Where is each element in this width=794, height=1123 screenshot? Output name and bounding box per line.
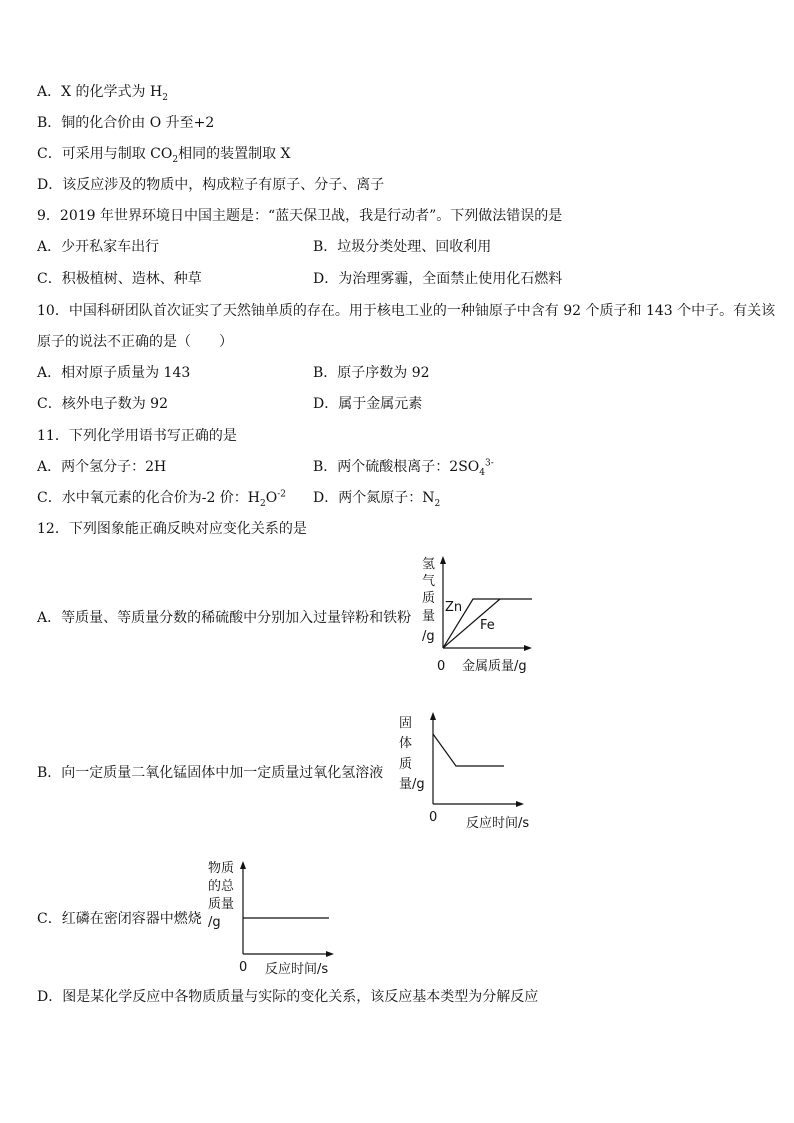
graph-b-x-arrow: [516, 801, 524, 807]
graph-a-y-label-3: 质: [422, 591, 436, 606]
graph-a-fe-label: Fe: [480, 618, 495, 633]
q10-stem-line2: 原子的说法不正确的是（ ）: [37, 334, 233, 350]
graph-c-y-label-3: 质量: [208, 897, 235, 912]
graph-a-y-arrow: [440, 556, 446, 564]
graph-a-y-label-4: 量: [422, 609, 436, 624]
q9-stem: 9．2019 年世界环境日中国主题是：“蓝天保卫战，我是行动者”。下列做法错误的是: [37, 208, 563, 224]
graph-b-origin: 0: [429, 810, 438, 825]
graph-c-y-label-1: 物质: [208, 861, 235, 876]
q12-option-c: C．红磷在密闭容器中燃烧: [37, 911, 202, 927]
graph-c-x-label: 反应时间/s: [265, 962, 329, 977]
graph-b-y-label-4: 量/g: [399, 777, 425, 792]
q10-stem-line1: 10．中国科研团队首次证实了天然铀单质的存在。用于核电工业的一种铀原子中含有 92 个质子和 143 个中子。有关该: [37, 303, 776, 319]
q9-option-a: A．少开私家车出行: [37, 239, 160, 255]
graph-c-y-arrow: [240, 861, 246, 869]
q11-option-a: A．两个氢分子：2H: [37, 459, 167, 475]
graph-b-x-label: 反应时间/s: [466, 816, 530, 831]
q11-option-b: B．两个硫酸根离子：$2SO_4^{3-}$: [313, 458, 494, 478]
q9-option-d: D．为治理雾霾，全面禁止使用化石燃料: [313, 271, 563, 287]
graph-a-x-label: 金属质量/g: [462, 659, 527, 674]
q11-option-d: D．两个氮原子：$N_2$: [313, 490, 441, 509]
q9-option-b: B．垃圾分类处理、回收利用: [313, 239, 492, 255]
graph-b-curve: [433, 734, 504, 766]
q8-option-a: A．X 的化学式为 $H_2$: [37, 84, 168, 103]
q12-stem: 12．下列图象能正确反映对应变化关系的是: [37, 521, 307, 537]
graph-c: [205, 856, 350, 981]
q9-option-c: C．积极植树、造林、种草: [37, 271, 202, 287]
graph-b-y-arrow: [430, 712, 436, 720]
q10-option-a: A．相对原子质量为 143: [37, 365, 191, 381]
q12-option-d: D．图是某化学反应中各物质质量与实际的变化关系，该反应基本类型为分解反应: [37, 989, 539, 1005]
q12-option-a: A．等质量、等质量分数的稀硫酸中分别加入过量锌粉和铁粉: [37, 610, 412, 626]
graph-c-x-arrow: [326, 951, 334, 957]
graph-a-y-label-2: 气: [422, 574, 436, 589]
graph-a-zn-label: Zn: [445, 600, 463, 615]
graph-c-origin: 0: [239, 960, 248, 975]
graph-a: [410, 552, 550, 682]
graph-c-y-label-2: 的总: [208, 879, 235, 894]
q11-stem: 11．下列化学用语书写正确的是: [37, 428, 237, 444]
q10-option-b: B．原子序数为 92: [313, 365, 430, 381]
graph-b: [396, 708, 546, 833]
q11-option-c: C．水中氧元素的化合价为-2 价：$H_2O^{-2}$: [37, 489, 287, 509]
q8-option-b: B．铜的化合价由 O 升至+2: [37, 115, 215, 131]
q12-option-b: B．向一定质量二氧化锰固体中加一定质量过氧化氢溶液: [37, 765, 384, 781]
graph-c-y-label-4: /g: [208, 915, 221, 930]
graph-a-y-label-1: 氢: [422, 557, 436, 572]
graph-a-origin: 0: [437, 659, 446, 674]
graph-a-y-label-5: /g: [422, 629, 435, 644]
graph-b-y-label-1: 固: [399, 716, 413, 731]
q8-option-c: C．可采用与制取 $CO_2$相同的装置制取 X: [37, 146, 291, 165]
q10-option-c: C．核外电子数为 92: [37, 396, 168, 412]
graph-b-y-label-2: 体: [399, 736, 413, 751]
graph-b-y-label-3: 质: [399, 757, 413, 772]
q8-option-d: D．该反应涉及的物质中，构成粒子有原子、分子、离子: [37, 177, 385, 193]
q10-option-d: D．属于金属元素: [313, 396, 423, 412]
graph-a-x-arrow: [524, 645, 532, 651]
